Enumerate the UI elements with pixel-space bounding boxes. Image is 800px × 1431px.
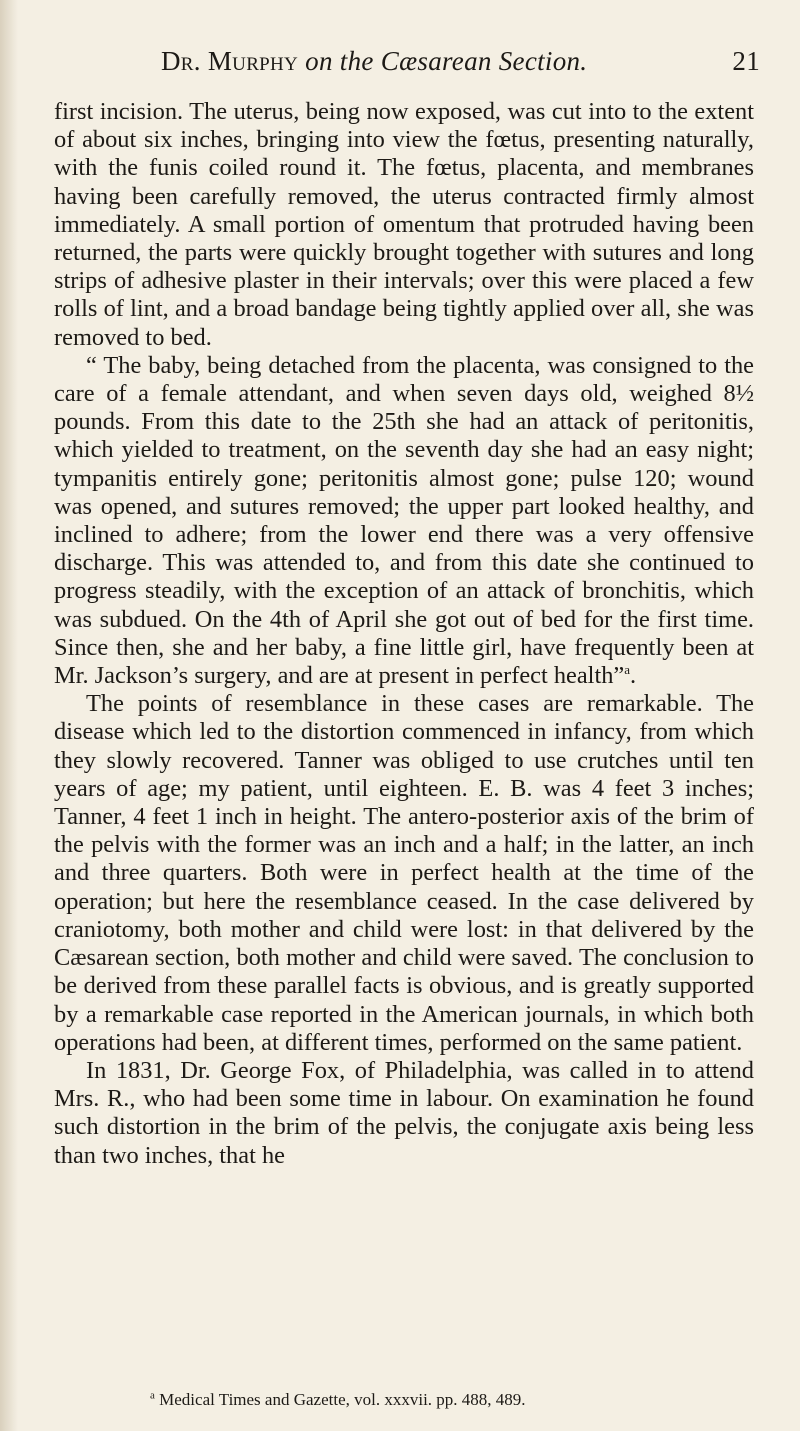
header-subject: Cæsarean Section. (380, 46, 588, 76)
paragraph-2-trailer: . (630, 662, 637, 690)
paragraph-1: first incision. The uterus, being now exposed, was cut into to the extent of about six inches, bringing into view the fœtus, presenting naturally, with the funis coiled round it. The fœtus, placenta, and membranes having been carefully removed, the uterus contracted firmly almost immediately. A small portion of omentum that protruded having been returned, the parts were quickly brought together with sutures and long strips of adhesive plaster in their intervals; over this were placed a few rolls of lint, and a broad bandage being tightly applied over all, she was removed to bed. (54, 98, 754, 351)
page-number: 21 (732, 46, 760, 76)
header-title (161, 46, 587, 77)
paragraph-2-text: “ The baby, being detached from the placenta, was consigned to the care of a female attendant, and when seven days old, weighed 8½ pounds. From this date to the 25th she had an attack of peritonitis, which yielded to treatment, on the seventh day she had an easy night; tympanitis entirely gone; peritonitis almost gone; pulse 120; wound was opened, and sutures removed; the upper part looked healthy, and inclined to adhere; from the lower end there was a very offensive discharge. This was attended to, and from this date she continued to progress steadily, with the exception of an attack of bronchitis, which was subdued. On the 4th of April she got out of bed for the first time. Since then, she and her baby, a fine little girl, have frequently been at Mr. Jackson’s surgery, and are at present in perfect health” (54, 351, 754, 690)
paragraph-4: In 1831, Dr. George Fox, of Philadelphia, was called in to attend Mrs. R., who had been some time in labour. On examination he found such distortion in the brim of the pelvis, the conjugate axis being less than two inches, that he (54, 1056, 754, 1169)
header-connector: on the (305, 46, 374, 76)
page-edge-shadow (0, 0, 18, 1431)
running-header (108, 46, 772, 86)
header-author: Dr. Murphy (161, 46, 299, 76)
footnote-ref: a (624, 661, 631, 677)
paragraph-3: The points of resemblance in these cases are remarkable. The disease which led to the distortion commenced in infancy, from which they slowly recovered. Tanner was obliged to use crutches until ten years of age; my patient, until eighteen. E. B. was 4 feet 3 inches; Tanner, 4 feet 1 inch in height. The antero-posterior axis of the brim of the pelvis with the former was an inch and a half; in the latter, an inch and three quarters. Both were in perfect health at the time of the operation; but here the resemblance ceased. In the case delivered by craniotomy, both mother and child were lost: in that delivered by the Cæsarean section, both mother and child were saved. The conclusion to be derived from these parallel facts is obvious, and is greatly supported by a remarkable case reported in the American journals, in which both operations had been, at different times, performed on the same patient. (54, 690, 754, 1056)
footnote-text: Medical Times and Gazette, vol. xxxvii. pp. 488, 489. (159, 1390, 526, 1409)
footnote-marker: a (150, 1389, 155, 1402)
body-text (54, 98, 754, 1170)
footnote (150, 1390, 770, 1410)
paragraph-2 (54, 352, 754, 690)
